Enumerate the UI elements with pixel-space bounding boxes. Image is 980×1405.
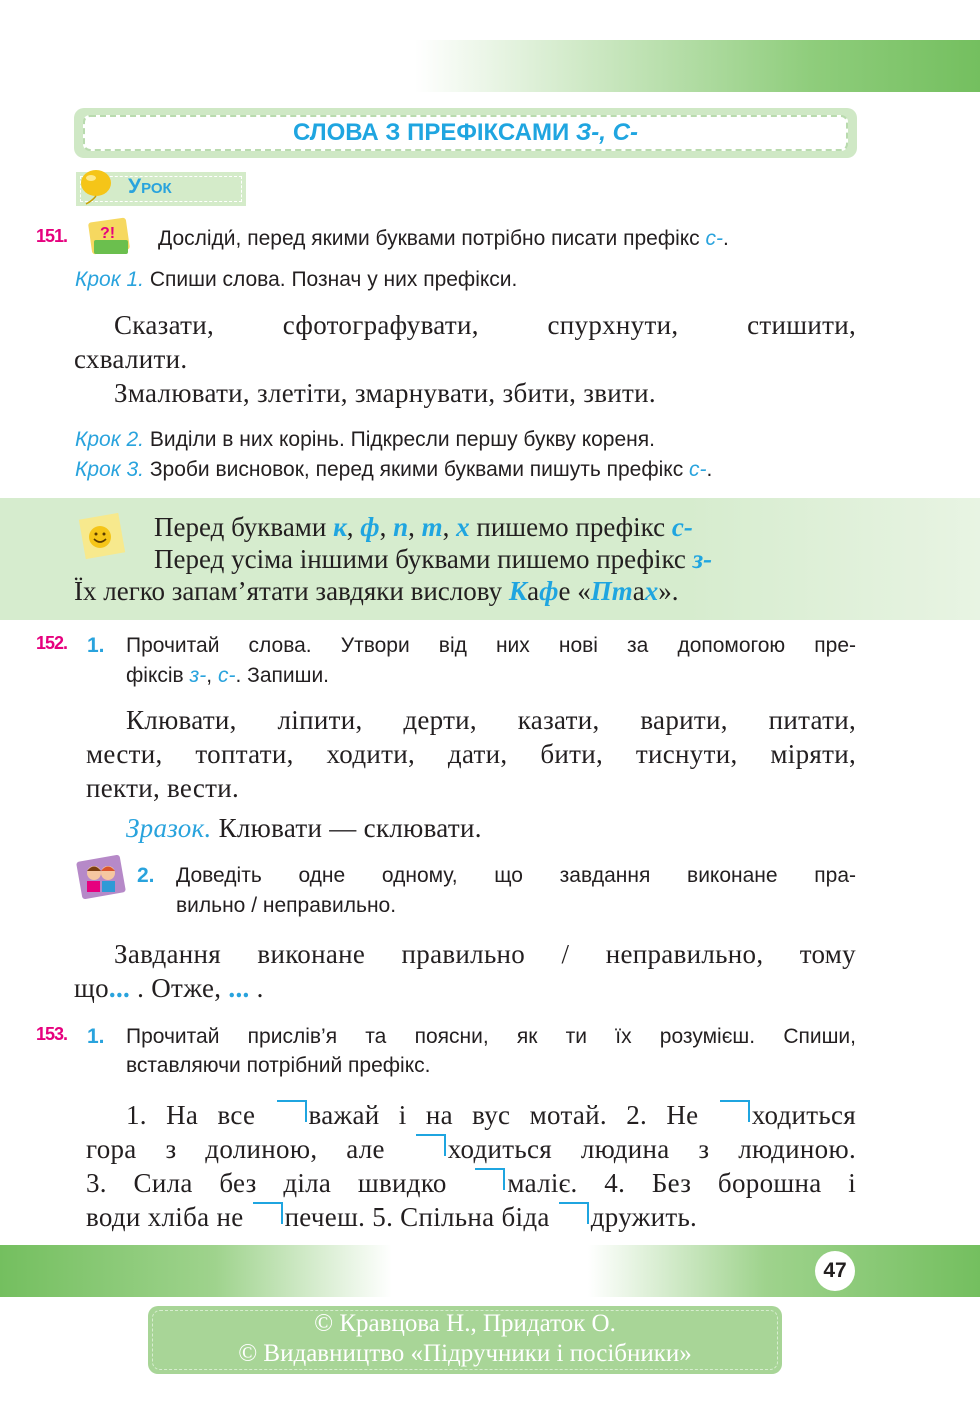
rule-letter-p: п bbox=[393, 512, 409, 542]
prefix-gap bbox=[253, 1202, 283, 1224]
step3-prefix: с- bbox=[689, 458, 707, 481]
rule-mnemonic-e: е « bbox=[558, 576, 591, 606]
proverb-text: маліє. 4. Без борошна і bbox=[507, 1168, 856, 1198]
proverb-text: 1. На все bbox=[126, 1100, 275, 1130]
rule-mnemonic-f: ф bbox=[539, 576, 559, 606]
prefix-gap bbox=[475, 1168, 505, 1190]
ex152-words-line1: Клювати, ліпити, дерти, казати, варити, питати, bbox=[126, 705, 856, 735]
rule-letter-k: к bbox=[333, 512, 347, 542]
smiley-note-icon bbox=[78, 512, 128, 562]
answer-blank-2: ... bbox=[228, 973, 250, 1003]
rule-letter-f: ф bbox=[360, 512, 380, 542]
proverb-text: гора з долиною, але bbox=[86, 1134, 414, 1164]
proverbs-line1 bbox=[126, 1098, 856, 1132]
proverb-text: ходиться людина з людиною. bbox=[447, 1134, 857, 1164]
ex153-item1-line2: вставляючи потрібний префікс. bbox=[126, 1054, 431, 1077]
rule-mnemonic-a2: а bbox=[632, 576, 645, 606]
rule-mnemonic-k: К bbox=[508, 576, 528, 606]
title-prefixes: З-, С- bbox=[575, 119, 638, 146]
ex151-step1 bbox=[75, 265, 517, 295]
rule-l1-mid: пишемо префікс bbox=[469, 512, 672, 542]
rule-mnemonic-a: а bbox=[527, 576, 540, 606]
answer-text: що bbox=[74, 973, 109, 1003]
step3-label: Крок 3. bbox=[75, 458, 144, 481]
ex151-task-prefix: с- bbox=[705, 227, 724, 250]
sample-label: Зразок. bbox=[126, 813, 212, 843]
step2-text: Виділи в них корінь. Підкресли першу букву кореня. bbox=[144, 428, 655, 451]
balloon-icon bbox=[74, 166, 126, 206]
rule-l2-text: Перед усіма іншими буквами пишемо префікс bbox=[154, 544, 693, 574]
rule-letter-t: т bbox=[421, 512, 443, 542]
top-decor-band bbox=[415, 40, 980, 92]
rule-prefix-z: з- bbox=[692, 544, 713, 574]
step1-text: Спиши слова. Познач у них префікси. bbox=[144, 268, 518, 291]
step1-label: Крок 1. bbox=[75, 268, 144, 291]
ex152-item1-line1: Прочитай слова. Утвори від них нові за допомогою пре- bbox=[126, 634, 856, 657]
rule-l1-text: Перед буквами bbox=[154, 512, 334, 542]
ex151-task-text: Досліди́, перед якими буквами потрібно писати префікс bbox=[158, 227, 706, 250]
exercise-number-151: 151. bbox=[36, 226, 68, 246]
rule-mnemonic-end: ». bbox=[658, 576, 679, 606]
title-main: СЛОВА З ПРЕФІКСАМИ bbox=[293, 119, 576, 146]
proverb-text: важай і на вус мотай. 2. Не bbox=[308, 1100, 718, 1130]
ex152-words-line2: мести, топтати, ходити, дати, бити, тиснути, міряти, bbox=[86, 739, 856, 769]
prefix-gap bbox=[277, 1100, 307, 1122]
rule-line1: Перед буквами к, ф, п, т, х пишемо префікс с- bbox=[154, 512, 693, 542]
rule-l3-text: Їх легко запам’ятати завдяки вислову bbox=[74, 576, 509, 606]
ex152-line2-text: фіксів bbox=[126, 664, 190, 687]
proverb-text: ходиться bbox=[751, 1100, 856, 1130]
answer-end: . bbox=[249, 973, 264, 1003]
svg-text:?!: ?! bbox=[100, 225, 116, 242]
ex151-task-end: . bbox=[723, 227, 729, 250]
ex152-prefix-z: з- bbox=[189, 664, 207, 687]
ex152-prefix-s: с- bbox=[217, 664, 236, 687]
ex151-task bbox=[158, 224, 729, 253]
pair-work-icon bbox=[76, 852, 128, 902]
ex151-words-line2: схвалити. bbox=[74, 344, 188, 374]
proverb-text: печеш. 5. Спільна біда bbox=[284, 1202, 557, 1232]
ex152-item2-num: 2. bbox=[137, 864, 155, 887]
rule-line2 bbox=[154, 542, 712, 576]
exercise-number-153: 153. bbox=[36, 1024, 68, 1044]
question-book-icon bbox=[86, 214, 134, 260]
ex152-words-line3: пекти, вести. bbox=[86, 773, 240, 803]
ex152-item2-line1: Доведіть одне одному, що завдання виконане пра- bbox=[176, 864, 856, 887]
rule-mnemonic-h: х bbox=[644, 576, 659, 606]
ex152-answer-line2 bbox=[74, 971, 264, 1005]
ex152-answer-line1: Завдання виконане правильно / неправильно, тому bbox=[114, 939, 856, 969]
ex152-item1-line2 bbox=[126, 661, 329, 690]
copyright-publisher: © Видавництво «Підручники і посібники» bbox=[238, 1340, 692, 1367]
copyright-authors: © Кравцова Н., Придаток О. bbox=[314, 1310, 616, 1337]
answer-blank-1: ... bbox=[108, 973, 131, 1003]
answer-mid: . Отже, bbox=[130, 973, 229, 1003]
proverb-text: дружить. bbox=[590, 1202, 698, 1232]
ex152-item1-num: 1. bbox=[87, 634, 105, 657]
ex152-sample bbox=[126, 811, 482, 845]
rule-mnemonic-pt: Пт bbox=[590, 576, 633, 606]
ex153-item1-line1: Прочитай прислів’я та поясни, як ти їх розумієш. Спиши, bbox=[126, 1025, 856, 1048]
prefix-gap bbox=[720, 1100, 750, 1122]
ex153-item1-num: 1. bbox=[87, 1025, 105, 1048]
sample-text: Клювати — склювати. bbox=[211, 813, 482, 843]
ex151-step2 bbox=[75, 425, 655, 455]
prefix-gap bbox=[559, 1202, 589, 1224]
prefix-gap bbox=[416, 1134, 446, 1156]
step2-label: Крок 2. bbox=[75, 428, 144, 451]
step3-end: . bbox=[706, 458, 713, 481]
rule-letter-h: х bbox=[456, 512, 470, 542]
page-number: 47 bbox=[815, 1251, 855, 1291]
ex152-prefix-sep: , bbox=[206, 664, 218, 687]
proverbs-line3 bbox=[86, 1166, 856, 1200]
ex152-item2-line2: вильно / неправильно. bbox=[176, 894, 397, 917]
step3-text: Зроби висновок, перед якими буквами пишуть префікс bbox=[144, 458, 690, 481]
rule-prefix-s: с- bbox=[671, 512, 693, 542]
ex152-line2-end: . Запиши. bbox=[235, 664, 330, 687]
proverb-text: води хліба не bbox=[86, 1202, 251, 1232]
proverb-text: 3. Сила без діла швидко bbox=[86, 1168, 474, 1198]
proverbs-line4 bbox=[86, 1200, 697, 1234]
ex151-words-line3: Змалювати, злетіти, змарнувати, збити, звити. bbox=[114, 378, 656, 408]
proverbs-line2 bbox=[86, 1132, 856, 1166]
page-title bbox=[83, 115, 848, 151]
ex151-step3 bbox=[75, 455, 712, 485]
ex151-words-line1: Сказати, сфотографувати, спурхнути, стишити, bbox=[114, 310, 856, 340]
exercise-number-152: 152. bbox=[36, 633, 68, 653]
rule-line3 bbox=[74, 574, 678, 608]
lesson-label: Урок bbox=[128, 175, 172, 198]
